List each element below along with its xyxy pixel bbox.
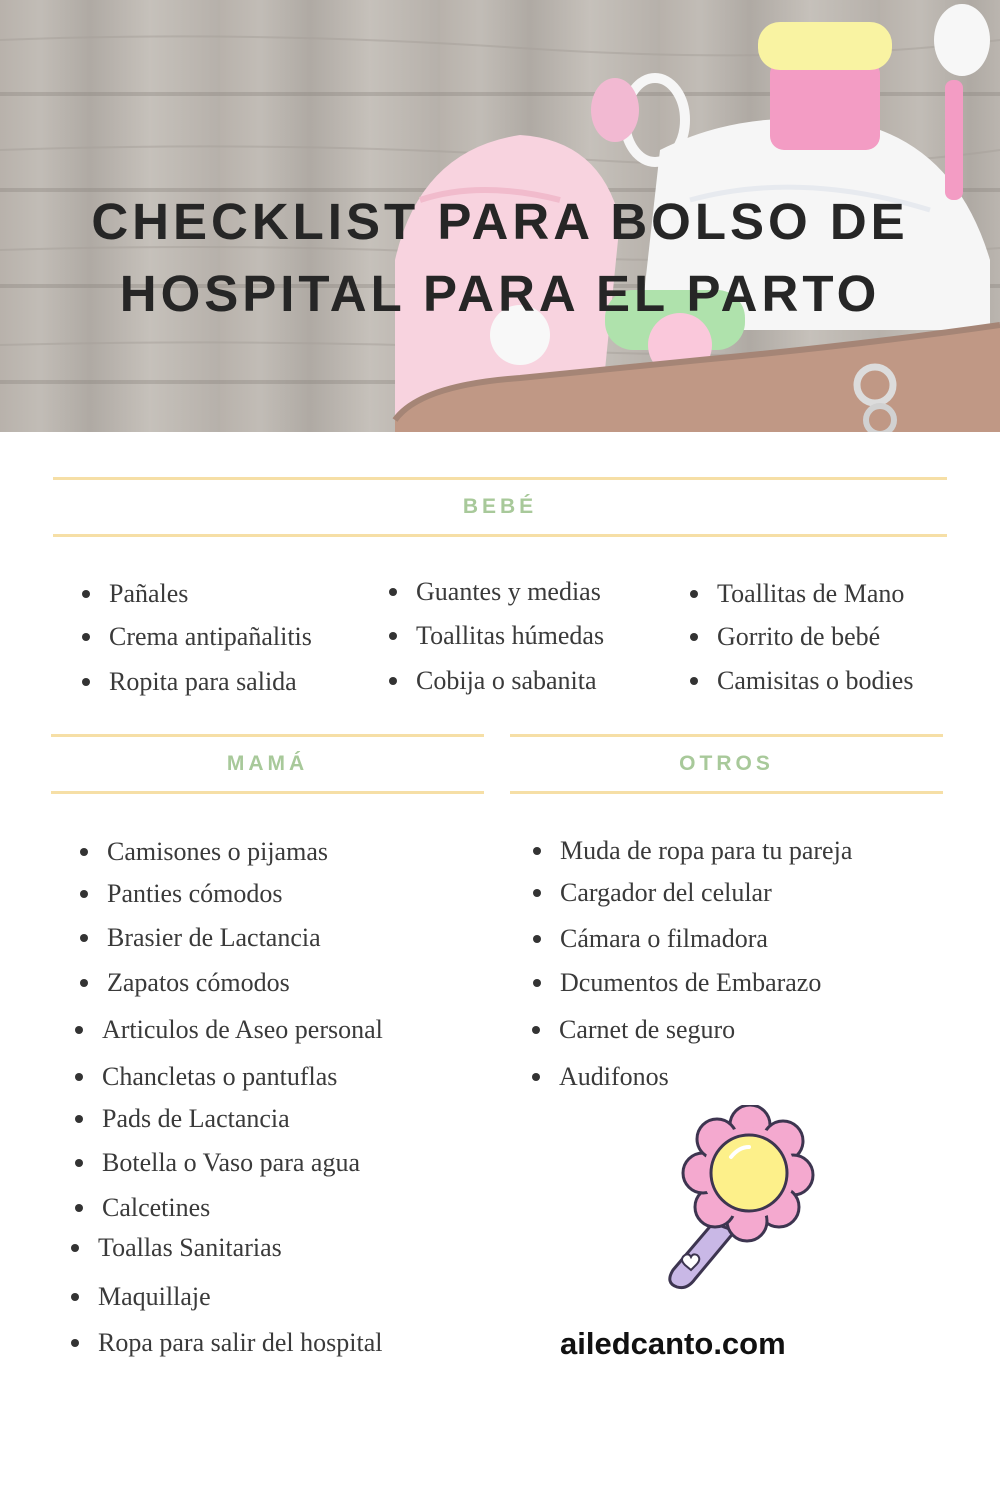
title-line-1: CHECKLIST PARA BOLSO DE: [91, 193, 909, 250]
bullet: [75, 1073, 83, 1081]
bullet: [532, 1073, 540, 1081]
bullet: [82, 590, 90, 598]
bullet: [71, 1244, 79, 1252]
bullet: [71, 1293, 79, 1301]
section-title-bebe: BEBÉ: [462, 495, 538, 518]
bullet: [533, 979, 541, 987]
section-bar-mama: [51, 734, 484, 794]
page-title: [0, 186, 1000, 330]
website-link[interactable]: ailedcanto.com: [560, 1326, 786, 1361]
bullet: [80, 890, 88, 898]
bullet: [80, 934, 88, 942]
bullet: [533, 847, 541, 855]
title-line-2: HOSPITAL PARA EL PARTO: [119, 265, 881, 322]
bullet: [80, 979, 88, 987]
bullet: [82, 633, 90, 641]
bullet: [533, 935, 541, 943]
bullet: [82, 678, 90, 686]
bullet: [389, 632, 397, 640]
section-title-mama: MAMÁ: [226, 752, 309, 775]
bullet: [71, 1339, 79, 1347]
bullet: [389, 677, 397, 685]
baby-rattle-icon: [655, 1105, 815, 1290]
bullet: [690, 590, 698, 598]
bullet: [75, 1115, 83, 1123]
section-bar-otros: [510, 734, 943, 794]
bullet: [532, 1026, 540, 1034]
bullet: [75, 1204, 83, 1212]
bullet: [389, 588, 397, 596]
section-title-otros: OTROS: [679, 752, 774, 775]
bullet: [80, 848, 88, 856]
header-photo: [0, 0, 1000, 432]
bullet: [690, 633, 698, 641]
bullet: [75, 1026, 83, 1034]
bullet: [75, 1159, 83, 1167]
section-bar-bebe: [53, 477, 947, 537]
bullet: [533, 889, 541, 897]
bullet: [690, 677, 698, 685]
